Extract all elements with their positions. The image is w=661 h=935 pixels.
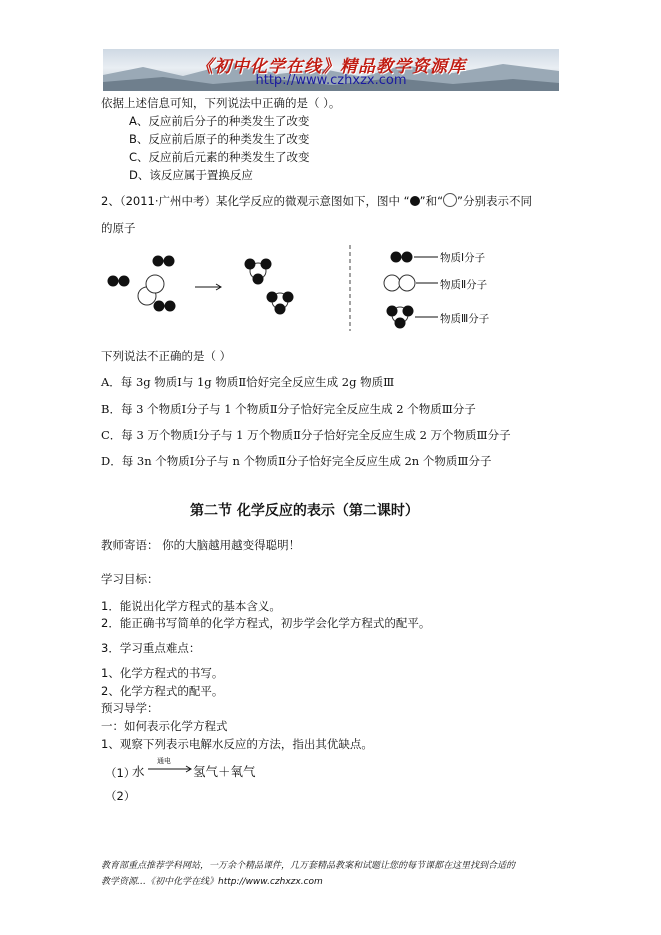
legend-molecule-3 [387, 306, 439, 329]
reaction-arrow-icon [195, 284, 221, 290]
atom-black [165, 301, 176, 312]
product-molecule-1 [245, 259, 272, 285]
atom-black [283, 292, 294, 303]
goal-2: 2．能正确书写简单的化学方程式，初步学会化学方程式的配平。 [101, 616, 431, 630]
banner-url[interactable]: http://www.czhxzx.com [255, 73, 407, 88]
goal-3: 3．学习重点难点： [101, 641, 201, 655]
preview-heading: 预习导学： [101, 701, 159, 715]
atom-white [146, 275, 164, 293]
atom-black [253, 274, 264, 285]
equation-2-label: （2） [105, 789, 136, 803]
q2-stem-part-a: 2、（2011·广州中考）某化学反应的微观示意图如下，图中 “ [101, 194, 410, 208]
legend-molecule-1 [391, 252, 439, 263]
q1-option-c: C、反应前后元素的种类发生了改变 [129, 150, 310, 164]
atom-black [154, 301, 165, 312]
equation-1-right: 氢气＋氧气 [193, 764, 256, 779]
q2-stem-part-c: ”分别表示不同 [457, 194, 532, 208]
q2-option-a: A．每 3g 物质Ⅰ与 1g 物质Ⅱ恰好完全反应生成 2g 物质Ⅲ [101, 375, 395, 389]
atom-black [164, 256, 175, 267]
atom-black [119, 276, 130, 287]
q2-stem [101, 193, 532, 209]
footer-line-1: 教育部重点推荐学科网站，一万余个精品课件，几万套精品教案和试题让您的每节课都在这里找到合适的 [101, 861, 516, 871]
legend-molecule-2 [384, 275, 438, 291]
equation-arrow-icon [147, 765, 193, 773]
equation-1-label: （1） [105, 766, 136, 780]
legend-label-1: 物质Ⅰ分子 [440, 252, 486, 264]
legend-label-3: 物质Ⅲ分子 [440, 313, 490, 325]
q1-option-d: D、该反应属于置换反应 [129, 168, 253, 182]
footer-line-2[interactable]: 教学资源…《初中化学在线》http://www.czhxzx.com [101, 877, 323, 887]
section-title: 第二节 化学反应的表示（第二课时） [190, 503, 419, 519]
q2-option-c: C．每 3 万个物质Ⅰ分子与 1 万个物质Ⅱ分子恰好完全反应生成 2 万个物质Ⅲ分子 [101, 428, 511, 442]
white-atom-icon [443, 193, 457, 207]
legend-label-2: 物质Ⅱ分子 [440, 279, 488, 291]
banner-title: 《初中化学在线》精品教学资源库 [196, 57, 466, 77]
equation-1-left: 水 [132, 764, 145, 779]
q1-option-a: A、反应前后分子的种类发生了改变 [129, 114, 310, 128]
atom-black [153, 256, 164, 267]
q2-prompt: 下列说法不正确的是（ ） [101, 349, 232, 363]
goal-1: 1．能说出化学方程式的基本含义。 [101, 599, 281, 613]
teacher-message: 教师寄语： 你的大脑越用越变得聪明！ [101, 538, 301, 552]
key-point-2: 2、化学方程式的配平。 [101, 684, 224, 698]
product-molecule-2 [267, 292, 294, 315]
atom-black [245, 259, 256, 270]
task1: 1、观察下列表示电解水反应的方法，指出其优缺点。 [101, 737, 373, 751]
q2-option-d: D．每 3n 个物质Ⅰ分子与 n 个物质Ⅱ分子恰好完全反应生成 2n 个物质Ⅲ分子 [101, 454, 492, 468]
black-atom-icon [410, 196, 420, 206]
q1-option-b: B、反应前后原子的种类发生了改变 [129, 132, 310, 146]
header-banner [103, 49, 559, 91]
atom-black [275, 304, 286, 315]
reactant-group [108, 256, 176, 312]
q2-option-b: B．每 3 个物质Ⅰ分子与 1 个物质Ⅱ分子恰好完全反应生成 2 个物质Ⅲ分子 [101, 402, 476, 416]
q2-stem-part-b: ”和“ [419, 194, 444, 208]
atom-black [261, 259, 272, 270]
q2-stem-line2: 的原子 [101, 221, 136, 235]
atom-black [267, 292, 278, 303]
equation-1-condition: 通电 [157, 757, 171, 765]
goals-heading: 学习目标： [101, 572, 159, 586]
q1-stem: 依据上述信息可知，下列说法中正确的是（ ）。 [101, 96, 341, 110]
key-point-1: 1、化学方程式的书写。 [101, 666, 224, 680]
atom-black [108, 276, 119, 287]
part1-heading: 一：如何表示化学方程式 [101, 719, 228, 733]
